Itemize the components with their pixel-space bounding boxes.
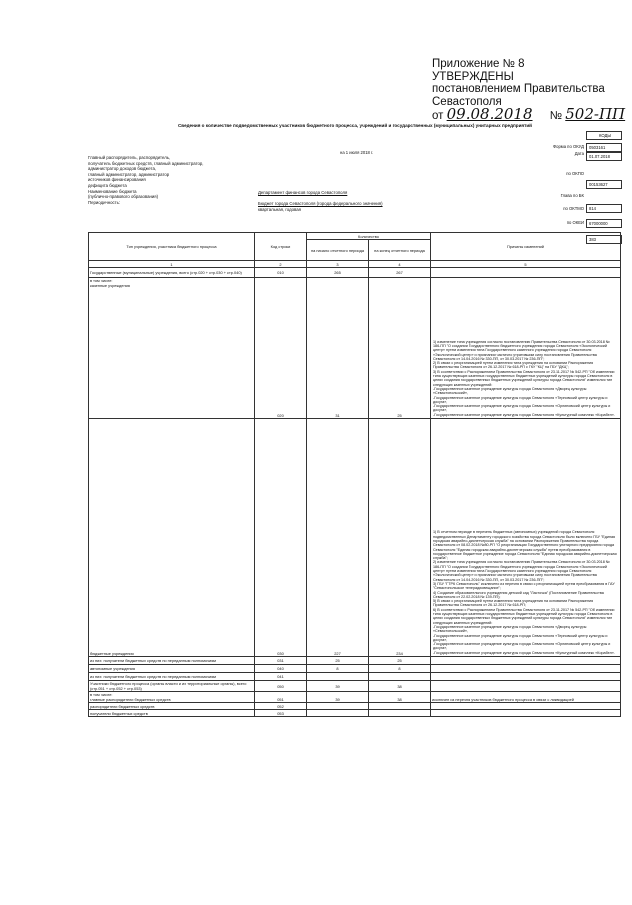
date-code: 01.07.2018 <box>586 152 622 161</box>
approval-number: 502-ПП <box>565 105 626 123</box>
glava-label: Глава по БК <box>560 193 584 198</box>
col-header-type: Тип учреждения, участника бюджетного процесса <box>89 233 255 261</box>
oktmo-label: по ОКТМО <box>563 206 584 211</box>
reason-budget: 1) В отчетном периоде в перечень бюджетных (автономных) учреждений города Севастополя подведомственных Департаменту городского хозяйства города Севастополя было включено ГБУ "Единая городская аварийно-диспетчерская служба" на основании Распоряжения Правительства города Севастополя от 08.02.2018 №80-РП "О реорганизации Государственного унитарного предприятия города Севастополя "Единая городская аварийно-диспетчерская служба" путем преобразования в государственное бюджетное учреждение города Севастополя "Единая городская аварийно-диспетчерская служба"; 2) изменение типа учреждения согласно постановлению Правительства Севастополя от 30.03.2018 № 186-ПП "О создании Государственного бюджетного учреждения города Севастополя «Экологический центр» путем изменения типа Государственного казенного учреждения города Севастополя «Экологический центр» и признании частично утратившим силу постановления Правительства Севастополя от 14.04.2016 № 330-ПП, от 30.03.2017 № 236-ПП"; 3) ГБУ "ГТРК Севастополь" исключено из перечня в связи с реорганизацией путем преобразования в ГАУ "Севастопольское телерадиовещание"; 4) Создание образовательного учреждения детский сад "Ласточка" (Постановление Правительства Севастополя от 22.02.2018 № 139-ПП); 5) В связи с реорганизацией путем изменения типа учреждения на основании Распоряжения Правительства Севастополя от 26.12.2017 № 618-РП; 6) В соответствии с Распоряжением Правительства Севастополя от 23.11.2017 № 542-РП "Об изменении типа существующих казенных государственных бюджетных учреждений культуры города Севастополя в целях создания государственных бюджетных учреждений культуры города Севастополя" изменился тип следующих казенных учреждений: -Государственное казенное учреждение культуры города Севастополя «Дворец культуры «Севастопольский», -Государственное казенное учреждение культуры города Севастополя «Терновский центр культуры и досуга», -Государственное казенное учреждение культуры города Севастополя «Орлиновский центр культуры и досуга», -Государственное казенное учреждение культуры города Севастополя «Культурный комплекс «Корабел». <box>431 419 621 657</box>
table-row: в том числе: казенные учреждения 020 31 25 1) изменение типа учреждения согласно постановлению Правительства Севастополя от 30.03.2018 № 186-ПП "О создании Государственного бюджетного учреждения города Севастополя «Экологический центр» путем изменения типа Государственного казенного учреждения города Севастополя «Экологический центр» и признании частично утратившим силу постановления Правительства Севастополя от 14.04.2016 № 330-ПП, от 30.03.2017 № 236-ПП"; 2) В связи с реорганизацией путем изменения типа учреждения на основании Распоряжения Правительства Севастополя от 26.12.2017 № 618-РП с ГКУ "КЦ" на ГБУ "ДКЦ"; 3) В соответствии с Распоряжением Правительства Севастополя от 23.11.2017 № 542-РП "Об изменении типа существующих казенных государственных бюджетных учреждений культуры города Севастополя в целях создания государственных бюджетных учреждений культуры города Севастополя" изменился тип следующих казенных учреждений: -Государственное казенное учреждение культуры города Севастополя «Дворец культуры «Севастопольский», -Государственное казенное учреждение культуры города Севастополя «Терновский центр культуры и досуга», -Государственное казенное учреждение культуры города Севастополя «Орлиновский центр культуры и досуга», -Государственное казенное учреждение культуры города Севастополя «Культурный комплекс «Корабел». <box>89 278 621 419</box>
okei-code: 383 <box>586 235 622 244</box>
table-row: распорядители бюджетных средств 052 <box>89 703 621 710</box>
approval-block <box>432 58 626 123</box>
main-table: Тип учреждения, участника бюджетного процесса Код строки Количество Причины изменений на начало отчетного периода на конец отчетного периода 1 2 3 4 5 Государственные (муниципальные) учреждения, всего (стр.020 + стр.030 + стр.040) 010 265 267 в том числе: казенные учреждения 020 31 25 1) изменение типа учреждения согласно постановлению Правительства Севастополя от 30.03.2018 № 186-ПП "О создании Государственного бюджетного учреждения города Севастополя «Экологический центр» путем изменения типа Государственного казенного учреждения города Севастополя «Экологический центр» и признании частично утратившим силу постановления Правительства Севастополя от 14.04.2016 № 330-ПП, от 30.03.2017 № 236-ПП"; 2) В связи с реорганизацией путем изменения типа учреждения на основании Распоряжения Правительства Севастополя от 26.12.2017 № 618-РП с ГКУ "КЦ" на ГБУ "ДКЦ"; 3) В соответствии с Распоряжением Правительства Севастополя от 23.11.2017 № 542-РП "Об изменении типа существующих казенных государственных бюджетных учреждений культуры города Севастополя в целях создания государственных бюджетных учреждений культуры города Севастополя" изменился тип следующих казенных учреждений: -Государственное казенное учреждение культуры города Севастополя «Дворец культуры «Севастопольский», -Государственное казенное учреждение культуры города Севастополя «Терновский центр культуры и досуга», -Государственное казенное учреждение культуры города Севастополя «Орлиновский центр культуры и досуга», -Государственное казенное учреждение культуры города Севастополя «Культурный комплекс «Корабел». бюджетные учреждения 030 227 234 1) В отчетном периоде в перечень бюджетных (автономных) учреждений города Севастополя подведомственных Департаменту городского хозяйства города Севастополя было включено ГБУ "Единая городская аварийно-диспетчерская служба" на основании Распоряжения Правительства города Севастополя от 08.02.2018 №80-РП "О реорганизации Государственного унитарного предприятия города Севастополя "Единая городская аварийно-диспетчерская служба" путем преобразования в государственное бюджетное учреждение города Севастополя "Единая городская аварийно-диспетчерская служба"; 2) изменение типа учреждения согласно постановлению Правительства Севастополя от 30.03.2018 № 186-ПП "О создании Государственного бюджетного учреждения города Севастополя «Экологический центр» путем изменения типа Государственного казенного учреждения города Севастополя «Экологический центр» и признании частично утратившим силу постановления Правительства Севастополя от 14.04.2016 № 330-ПП, от 30.03.2017 № 236-ПП"; 3) ГБУ "ГТРК Севастополь" исключено из перечня в связи с реорганизацией путем преобразования в ГАУ "Севастопольское телерадиовещание"; 4) Создание образовательного учреждения детский сад "Ласточка" (Постановление Правительства Севастополя от 22.02.2018 № 139-ПП); 5) В связи с реорганизацией путем изменения типа учреждения на основании Распоряжения Правительства Севастополя от 26.12.2017 № 618-РП; 6) В соответствии с Распоряжением Правительства Севастополя от 23.11.2017 № 542-РП "Об изменении типа существующих казенных государственных бюджетных учреждений культуры города Севастополя в целях создания государственных бюджетных учреждений культуры города Севастополя" изменился тип следующих казенных учреждений: -Государственное казенное учреждение культуры города Севастополя «Дворец культуры «Севастопольский», -Государственное казенное учреждение культуры города Севастополя «Терновский центр культуры и досуга», -Государственное казенное учреждение культуры города Севастополя «Орлиновский центр культуры и досуга», -Государственное казенное учреждение культуры города Севастополя «Культурный комплекс «Корабел». из них: получатели бюджетных средств по переданным полномочиям 031 25 25 автономные учреждения 040 8 8 из них: получатели бюджетных средств по переданным полномочиям 041 Участники бюджетного процесса (органы власти и их территориальные органы), всего (стр.051 + стр.052 + стр.053) 050 39 38 в том числе: главные распорядители бюджетных средств 051 39 38 исключен из перечня участников бюджетного процесса в связи с ликвидацией распорядители бюджетных средств 052 получатели бюджетных средств 053 <box>88 232 621 717</box>
table-row: автономные учреждения 040 8 8 <box>89 665 621 673</box>
okud-code: 0503161 <box>586 143 622 152</box>
table-row: из них: получатели бюджетных средств по переданным полномочиям 041 <box>89 673 621 681</box>
oktmo-code: 67000000 <box>586 219 622 228</box>
organization-name: Департамент финансов города Севастополя <box>258 190 348 195</box>
report-title: Сведения о количестве подведомственных участников бюджетного процесса, учреждений и государственных (муниципальных) унитарных предприятий <box>177 123 532 128</box>
approved-by-city: Севастополя <box>432 95 502 108</box>
date-label: Дата <box>574 151 584 156</box>
col-header-start: на начало отчетного периода <box>307 240 369 261</box>
header-lines: Главный распорядитель, распорядитель, получатель бюджетных средств, главный администратор, администратор доходов бюджета, главный администратор, администратор источников финансирования дефицита бюджета Наименование бюджета (публично-правового образования) Периодичность: <box>88 155 204 205</box>
okpo-label: по ОКПО <box>566 171 584 176</box>
budget-name: Бюджет города Севастополя (города федерального значения) <box>258 201 383 206</box>
glava-code: 814 <box>586 204 622 213</box>
table-row: получатели бюджетных средств 053 <box>89 710 621 717</box>
appendix-number: Приложение № 8 <box>432 58 525 70</box>
approval-date-line: от 09.08.2018 № 502-ПП <box>432 105 626 123</box>
codes-column <box>586 131 622 244</box>
col-header-end: на конец отчетного периода <box>369 240 431 261</box>
col-header-reason: Причины изменений <box>431 233 621 261</box>
col-header-qty: Количество <box>307 233 431 240</box>
table-row: Государственные (муниципальные) учреждения, всего (стр.020 + стр.030 + стр.040) 010 265 267 <box>89 268 621 278</box>
reason-kazen: 1) изменение типа учреждения согласно постановлению Правительства Севастополя от 30.03.2018 № 186-ПП "О создании Государственного бюджетного учреждения города Севастополя «Экологический центр» путем изменения типа Государственного казенного учреждения города Севастополя «Экологический центр» и признании частично утратившим силу постановления Правительства Севастополя от 14.04.2016 № 330-ПП, от 30.03.2017 № 236-ПП"; 2) В связи с реорганизацией путем изменения типа учреждения на основании Распоряжения Правительства Севастополя от 26.12.2017 № 618-РП с ГКУ "КЦ" на ГБУ "ДКЦ"; 3) В соответствии с Распоряжением Правительства Севастополя от 23.11.2017 № 542-РП "Об изменении типа существующих казенных государственных бюджетных учреждений культуры города Севастополя в целях создания государственных бюджетных учреждений культуры города Севастополя" изменился тип следующих казенных учреждений: -Государственное казенное учреждение культуры города Севастополя «Дворец культуры «Севастопольский», -Государственное казенное учреждение культуры города Севастополя «Терновский центр культуры и досуга», -Государственное казенное учреждение культуры города Севастополя «Орлиновский центр культуры и досуга», -Государственное казенное учреждение культуры города Севастополя «Культурный комплекс «Корабел». <box>431 278 621 419</box>
approval-date: 09.08.2018 <box>446 105 533 123</box>
table-row: из них: получатели бюджетных средств по переданным полномочиям 031 25 25 <box>89 657 621 665</box>
approved-by-line: постановлением Правительства <box>432 83 605 95</box>
table-row: в том числе: главные распорядители бюджетных средств 051 39 38 исключен из перечня участников бюджетного процесса в связи с ликвидацией <box>89 692 621 703</box>
okpo-code: 00153627 <box>586 180 622 189</box>
table-row: бюджетные учреждения 030 227 234 1) В отчетном периоде в перечень бюджетных (автономных) учреждений города Севастополя подведомственных Департаменту городского хозяйства города Севастополя было включено ГБУ "Единая городская аварийно-диспетчерская служба" на основании Распоряжения Правительства города Севастополя от 08.02.2018 №80-РП "О реорганизации Государственного унитарного предприятия города Севастополя "Единая городская аварийно-диспетчерская служба" путем преобразования в государственное бюджетное учреждение города Севастополя "Единая городская аварийно-диспетчерская служба"; 2) изменение типа учреждения согласно постановлению Правительства Севастополя от 30.03.2018 № 186-ПП "О создании Государственного бюджетного учреждения города Севастополя «Экологический центр» путем изменения типа Государственного казенного учреждения города Севастополя «Экологический центр» и признании частично утратившим силу постановления Правительства Севастополя от 14.04.2016 № 330-ПП, от 30.03.2017 № 236-ПП"; 3) ГБУ "ГТРК Севастополь" исключено из перечня в связи с реорганизацией путем преобразования в ГАУ "Севастопольское телерадиовещание"; 4) Создание образовательного учреждения детский сад "Ласточка" (Постановление Правительства Севастополя от 22.02.2018 № 139-ПП); 5) В связи с реорганизацией путем изменения типа учреждения на основании Распоряжения Правительства Севастополя от 26.12.2017 № 618-РП; 6) В соответствии с Распоряжением Правительства Севастополя от 23.11.2017 № 542-РП "Об изменении типа существующих казенных государственных бюджетных учреждений культуры города Севастополя в целях создания государственных бюджетных учреждений культуры города Севастополя" изменился тип следующих казенных учреждений: -Государственное казенное учреждение культуры города Севастополя «Дворец культуры «Севастопольский», -Государственное казенное учреждение культуры города Севастополя «Терновский центр культуры и досуга», -Государственное казенное учреждение культуры города Севастополя «Орлиновский центр культуры и досуга», -Государственное казенное учреждение культуры города Севастополя «Культурный комплекс «Корабел». <box>89 419 621 657</box>
col-header-code: Код строки <box>255 233 307 261</box>
approved-caption: УТВЕРЖДЕНЫ <box>432 70 514 83</box>
codes-header: КОДЫ <box>586 131 622 140</box>
okei-label: по ОКЕИ <box>566 220 584 225</box>
periodicity: квартальная, годовая <box>258 207 301 212</box>
okud-label: Форма по ОКУД <box>552 144 584 149</box>
report-date: на 1 июля 2018 г. <box>340 150 374 155</box>
table-row: Участники бюджетного процесса (органы власти и их территориальные органы), всего (стр.051 + стр.052 + стр.053) 050 39 38 <box>89 681 621 692</box>
